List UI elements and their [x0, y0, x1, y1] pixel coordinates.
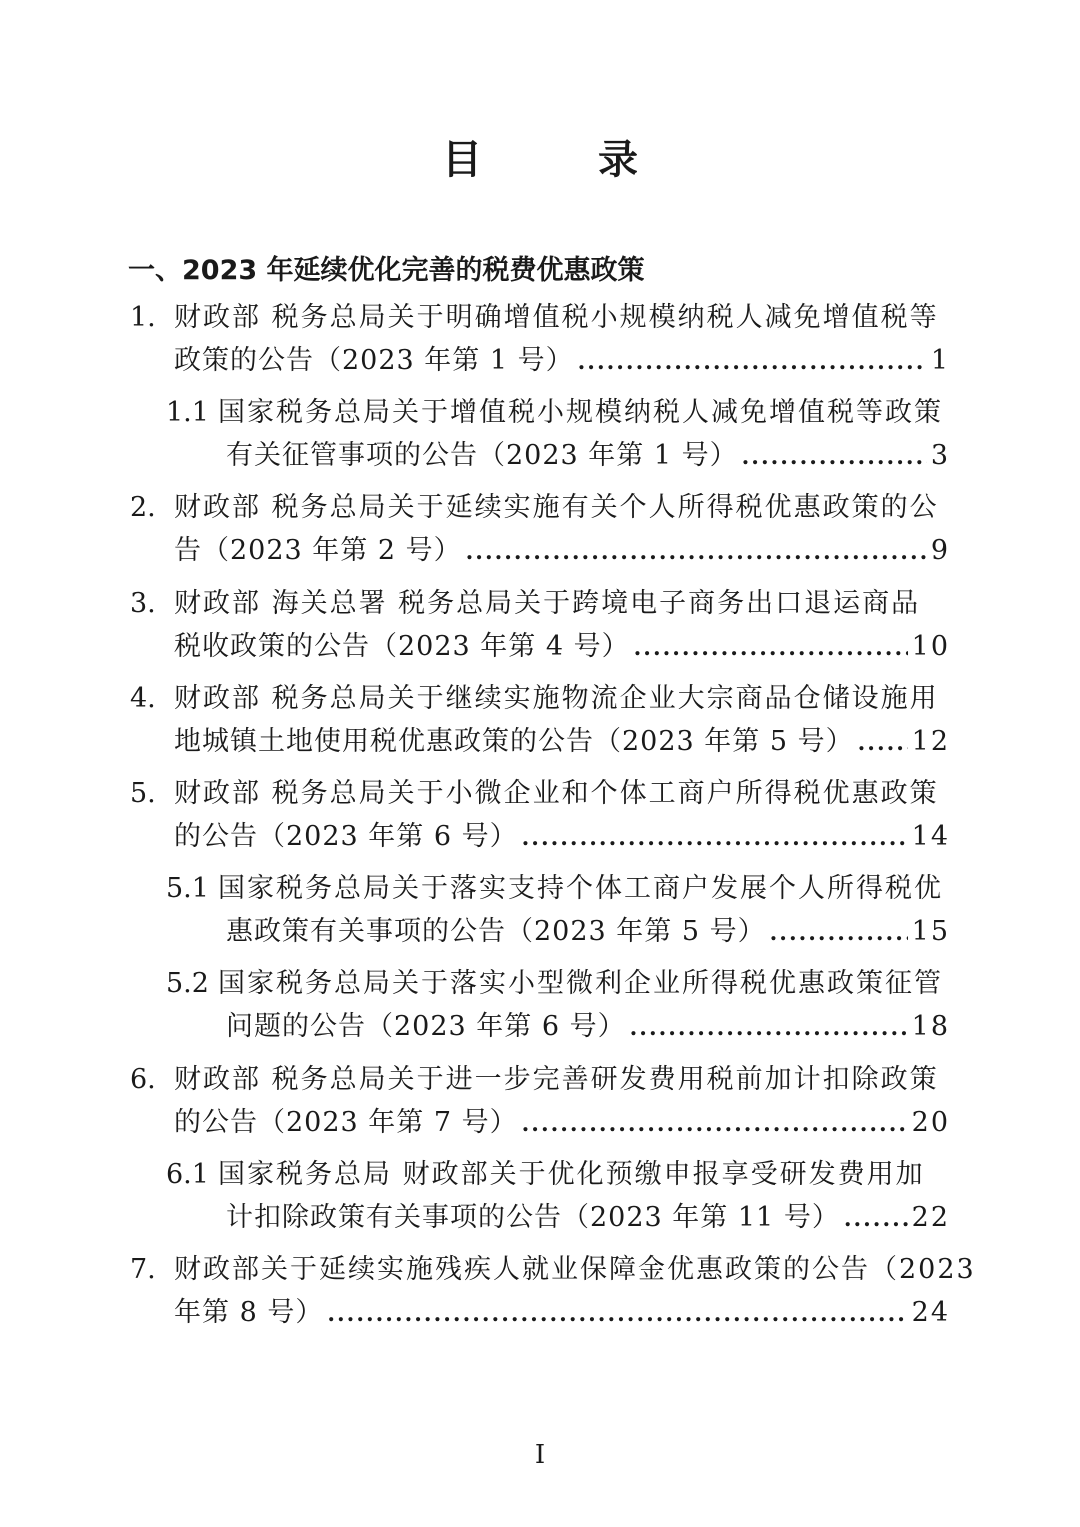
table-of-contents — [0, 296, 1080, 1343]
dot-leader — [522, 1106, 908, 1142]
entry-title-line2: 计扣除政策有关事项的公告（2023 年第 11 号） — [226, 1201, 840, 1233]
entry-number: 7. — [130, 1253, 156, 1285]
toc-entry[interactable] — [0, 962, 1080, 1057]
toc-entry[interactable] — [0, 391, 1080, 486]
entry-title-line2: 问题的公告（2023 年第 6 号） — [226, 1011, 626, 1043]
dot-leader — [858, 725, 908, 761]
toc-entry[interactable] — [0, 486, 1080, 581]
entry-number: 5. — [130, 777, 156, 809]
entry-page-number: 10 — [911, 630, 950, 662]
entry-title-line1: 财政部 税务总局关于明确增值税小规模纳税人减免增值税等 — [174, 302, 939, 333]
entry-page-number: 22 — [911, 1201, 950, 1233]
entry-page-number: 3 — [930, 440, 950, 472]
entry-number: 5.2 — [166, 968, 209, 1000]
toc-entry[interactable] — [0, 772, 1080, 867]
entry-page-number: 24 — [911, 1296, 950, 1328]
page-title: 目 录 — [442, 136, 676, 183]
footer-page-number: I — [534, 1440, 546, 1470]
entry-number: 1. — [130, 302, 156, 333]
entry-page-number: 12 — [911, 725, 950, 757]
entry-title-line2: 的公告（2023 年第 7 号） — [174, 1106, 518, 1138]
dot-leader — [844, 1201, 908, 1237]
dot-leader — [466, 534, 927, 570]
toc-entry[interactable] — [0, 582, 1080, 677]
toc-entry[interactable] — [0, 296, 1080, 391]
entry-title-line1: 国家税务总局关于落实支持个体工商户发展个人所得税优 — [218, 873, 943, 905]
entry-title-line1: 财政部 税务总局关于继续实施物流企业大宗商品仓储设施用 — [174, 682, 939, 714]
entry-page-number: 9 — [930, 535, 950, 567]
dot-leader — [578, 344, 927, 380]
entry-page-number: 15 — [911, 916, 950, 948]
entry-number: 3. — [130, 587, 156, 619]
dot-leader — [634, 630, 908, 666]
entry-title-line2: 政策的公告（2023 年第 1 号） — [174, 345, 574, 376]
entry-title-line1: 财政部关于延续实施残疾人就业保障金优惠政策的公告（2023 — [174, 1253, 976, 1285]
entry-number: 4. — [130, 682, 156, 714]
toc-entry[interactable] — [0, 867, 1080, 962]
toc-entry[interactable] — [0, 677, 1080, 772]
entry-number: 5.1 — [166, 873, 209, 905]
entry-title-line2: 地城镇土地使用税优惠政策的公告（2023 年第 5 号） — [174, 725, 854, 757]
dot-leader — [742, 439, 927, 475]
toc-entry[interactable] — [0, 1153, 1080, 1248]
entry-title-line1: 国家税务总局关于落实小型微利企业所得税优惠政策征管 — [218, 968, 943, 1000]
dot-leader — [630, 1010, 908, 1046]
entry-page-number: 1 — [930, 345, 950, 376]
entry-number: 6. — [130, 1063, 156, 1095]
dot-leader — [522, 820, 908, 856]
entry-number: 6.1 — [166, 1158, 209, 1190]
entry-title-line1: 财政部 税务总局关于延续实施有关个人所得税优惠政策的公 — [174, 492, 939, 524]
entry-page-number: 20 — [911, 1106, 950, 1138]
entry-title-line1: 财政部 海关总署 税务总局关于跨境电子商务出口退运商品 — [174, 587, 921, 619]
entry-number: 1.1 — [166, 397, 209, 429]
entry-title-line1: 财政部 税务总局关于小微企业和个体工商户所得税优惠政策 — [174, 777, 939, 809]
toc-entry[interactable] — [0, 1058, 1080, 1153]
entry-title-line2: 的公告（2023 年第 6 号） — [174, 820, 518, 852]
entry-page-number: 18 — [911, 1011, 950, 1043]
toc-entry[interactable] — [0, 1248, 1080, 1343]
entry-number: 2. — [130, 492, 156, 524]
entry-title-line2: 惠政策有关事项的公告（2023 年第 5 号） — [226, 916, 766, 948]
entry-title-line1: 国家税务总局关于增值税小规模纳税人减免增值税等政策 — [218, 397, 943, 429]
dot-leader — [770, 915, 908, 951]
entry-title-line1: 财政部 税务总局关于进一步完善研发费用税前加计扣除政策 — [174, 1063, 939, 1095]
entry-title-line2: 年第 8 号） — [174, 1296, 324, 1328]
dot-leader — [327, 1296, 907, 1332]
entry-title-line2: 有关征管事项的公告（2023 年第 1 号） — [226, 440, 738, 472]
entry-title-line2: 税收政策的公告（2023 年第 4 号） — [174, 630, 630, 662]
entry-page-number: 14 — [911, 820, 950, 852]
section-heading: 一、2023 年延续优化完善的税费优惠政策 — [128, 255, 645, 286]
entry-title-line2: 告（2023 年第 2 号） — [174, 535, 462, 567]
entry-title-line1: 国家税务总局 财政部关于优化预缴申报享受研发费用加 — [218, 1158, 925, 1190]
